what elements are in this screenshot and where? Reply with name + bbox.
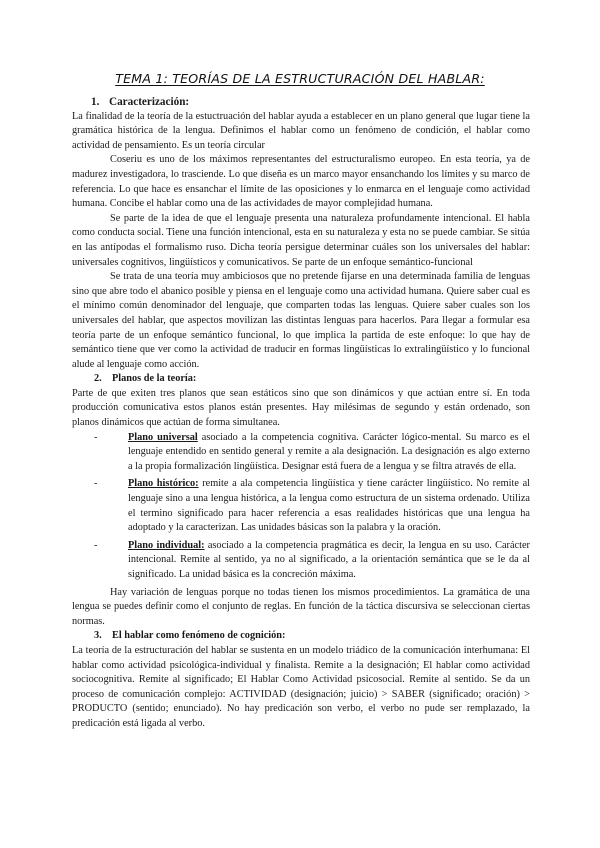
section-number: 1. [91, 96, 100, 108]
list-item [72, 539, 530, 583]
section-number: 3. [94, 630, 102, 642]
list-dash: - [94, 478, 98, 490]
document-body [72, 95, 530, 732]
paragraph: Se parte de la idea de que el lenguaje presenta una naturaleza profundamente intencional. El habla como conducta social. Tiene una función intencional, esta en su naturaleza y esta no se puede cambiar. Se sitúa en las antípodas el formalismo ruso. Dicha teoría persigue determinar cuáles son los universales del hablar: universales cognitivos, lingüísticos y comunicativos. Se parte de un enfoque semántico-funcional [72, 212, 530, 268]
list-text: remite a ala competencia lingüística y tiene carácter lingüístico. No remite al lenguaje sino a una lengua histórica, a la lengua como estructura de un sistema ordenado. Utiliza el termino significado para hacer referencia a esas realidades históricas que una lengua ha adoptado y la caracterizan. Las unidades básicas son la palabra y la oración. [128, 478, 531, 534]
list-item [72, 477, 530, 535]
list-term: Plano histórico: [128, 478, 199, 490]
list-term: Plano universal [128, 431, 198, 443]
page-title: TEMA 1: TEORÍAS DE LA ESTRUCTURACIÓN DEL HABLAR: [115, 71, 485, 86]
paragraph: Parte de que exiten tres planos que sean estáticos sino que son dinámicos y que actúan entre sí. En toda producción comunicativa estos planos están presentes. Hay milésimas de segundo y están ordenado, son planos dinámicos que actúan de forma simultanea. [72, 387, 530, 429]
list-text: asociado a la competencia cognitiva. Carácter lógico-mental. Su marco es el lenguaje entendido en sentido general y remite a ala designación. La designación es algo externo a la propia formalización lingüística. Designar está fuera de a lengua y se filtra através de ella. [128, 431, 530, 472]
list-dash: - [94, 539, 98, 551]
paragraph: Se trata de una teoría muy ambiciosos que no pretende fijarse en una determinada familia de lenguas sino que abre todo el abanico posible y piensa en el lenguaje como una actividad humana. Quiere saber cual es el mínimo común denominador del lenguaje, que comparten todas las lenguas. Quiere saber cuales son los universales del hablar, que aspectos movilizan las distintas lenguas para hacerlos. Para llegar a formular esa teoría parte de un enfoque semántico funcional, lo que implica la partida de este enfoque: lo que hay de semántico tiene que ver como la actividad de traducir en formas lingüísticas lo extralingüístico y lo funcional alude al lenguaje como acción. [72, 271, 530, 370]
list-term: Plano individual: [128, 539, 205, 551]
list-item [72, 431, 530, 475]
planes-list [72, 431, 530, 583]
section-heading-text: El hablar como fenómeno de cognición: [112, 630, 286, 642]
section-heading-text: Planos de la teoría: [112, 373, 197, 385]
paragraph: La finalidad de la teoría de la estuctruación del hablar ayuda a establecer en un plano general que lugar tiene la gramática histórica de la lengua. Definimos el hablar como un fenómeno de condición, el hablar como actividad de pensamiento. Es un teoría circular [72, 110, 530, 151]
section-number: 2. [94, 373, 102, 385]
paragraph: Hay variación de lenguas porque no todas tienen los mismos procedimientos. La gramática de una lengua se puedes definir como el conjunto de reglas. En función de la táctica discursiva se seleccionan ciertas normas. [72, 586, 530, 627]
list-text: asociado a la competencia pragmática es decir, la lengua en su uso. Carácter intencional. Remite al sentido, ya no al significado, a la orientación semántica que se le da al significado. La unidad básica es la concreción máxima. [128, 539, 530, 580]
section-heading-3 [72, 629, 530, 644]
list-dash: - [94, 431, 98, 443]
section-heading-text: Caracterización: [109, 96, 190, 108]
paragraph: Coseriu es uno de los máximos representantes del estructuralismo europeo. En esta teoría, ya de madurez investigadora, lo trasciende. Lo que diseña es un marco mayor ensanchando los límites y su marco de referencia. Lo que hace es ensanchar el límite de las oposiciones y lo enmarca en el lenguaje como actividad humana. Concibe el hablar como una de las actividades de mayor complejidad humana. [72, 154, 530, 210]
paragraph: La teoría de la estructuración del hablar se sustenta en un modelo triádico de la comunicación interhumana: El hablar como actividad psicológica-individual y finalista. Remite a la designación; El hablar como actividad sociocognitiva. Remite al significado; El Hablar Como Actividad psicosocial. Remite al sentido. Se da un proceso de comunicación complejo: ACTIVIDAD (designación; juicio) > SABER (significado; oración) > PRODUCTO (sentido; enunciado). No hay predicación son verbo, el verbo no pude ser remplazado, la predicación está ligada al verbo. [72, 644, 530, 729]
section-heading-1 [72, 95, 530, 110]
section-heading-2 [72, 372, 530, 387]
